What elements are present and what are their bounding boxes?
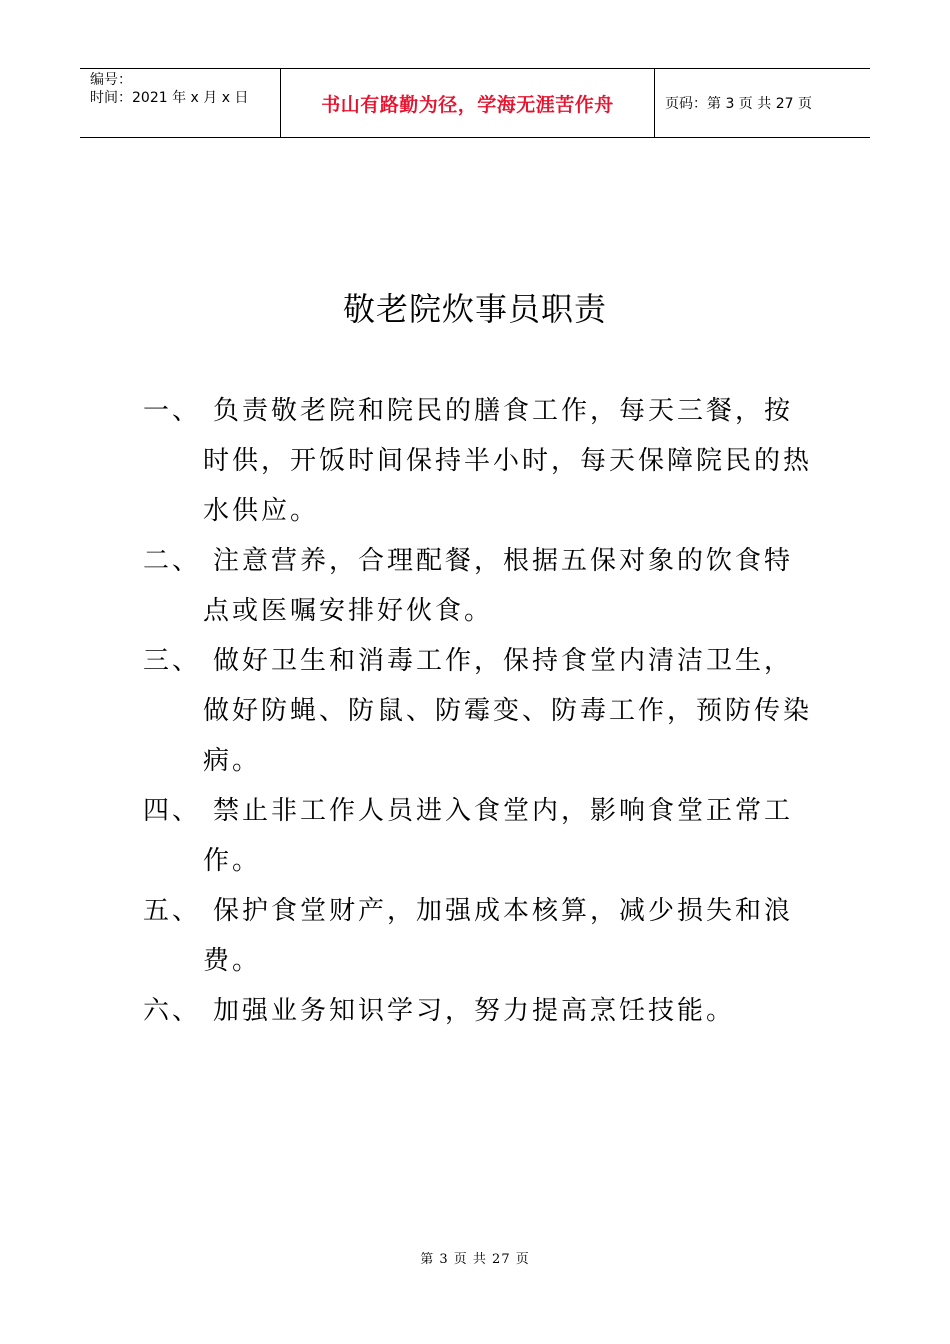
item-line: 费。 xyxy=(203,946,262,976)
duty-list xyxy=(143,386,823,1036)
page-footer: 第 3 页 共 27 页 xyxy=(420,1252,530,1267)
item-line: 病。 xyxy=(203,746,262,776)
list-item xyxy=(143,886,823,986)
item-line: 水供应。 xyxy=(203,496,320,526)
item-line: 禁止非工作人员进入食堂内，影响食堂正常工 xyxy=(213,796,794,826)
item-text xyxy=(203,386,823,536)
list-item xyxy=(143,636,823,786)
item-line: 做好防蝇、防鼠、防霉变、防毒工作，预防传染 xyxy=(203,696,813,726)
list-item xyxy=(143,386,823,536)
item-line: 时供，开饭时间保持半小时，每天保障院民的热 xyxy=(203,446,813,476)
item-line: 做好卫生和消毒工作，保持食堂内清洁卫生， xyxy=(213,646,794,676)
item-text xyxy=(203,886,823,986)
number-label: 编号： xyxy=(90,72,132,88)
header-meta xyxy=(80,69,281,137)
item-line: 保护食堂财产，加强成本核算，减少损失和浪 xyxy=(213,896,794,926)
item-number: 四、 xyxy=(143,796,202,826)
item-number: 六、 xyxy=(143,996,202,1026)
header-motto: 书山有路勤为径，学海无涯苦作舟 xyxy=(281,69,655,137)
item-line: 加强业务知识学习，努力提高烹饪技能。 xyxy=(213,996,736,1026)
item-line: 负责敬老院和院民的膳食工作，每天三餐，按 xyxy=(213,396,794,426)
list-item xyxy=(143,986,823,1036)
item-line: 注意营养，合理配餐，根据五保对象的饮食特 xyxy=(213,546,794,576)
time-label: 时间：2021 年 x 月 x 日 xyxy=(90,90,249,106)
page-header xyxy=(80,68,870,138)
item-text xyxy=(203,536,823,636)
list-item xyxy=(143,536,823,636)
item-line: 作。 xyxy=(203,846,262,876)
list-item xyxy=(143,786,823,886)
item-line: 点或医嘱安排好伙食。 xyxy=(203,596,494,626)
item-number: 三、 xyxy=(143,646,202,676)
item-text xyxy=(203,636,823,786)
header-page-info: 页码：第 3 页 共 27 页 xyxy=(665,96,812,112)
item-number: 五、 xyxy=(143,896,202,926)
item-text xyxy=(203,786,823,886)
document-title: 敬老院炊事员职责 xyxy=(342,290,607,328)
item-number: 一、 xyxy=(143,396,202,426)
item-text xyxy=(203,986,823,1036)
item-number: 二、 xyxy=(143,546,202,576)
